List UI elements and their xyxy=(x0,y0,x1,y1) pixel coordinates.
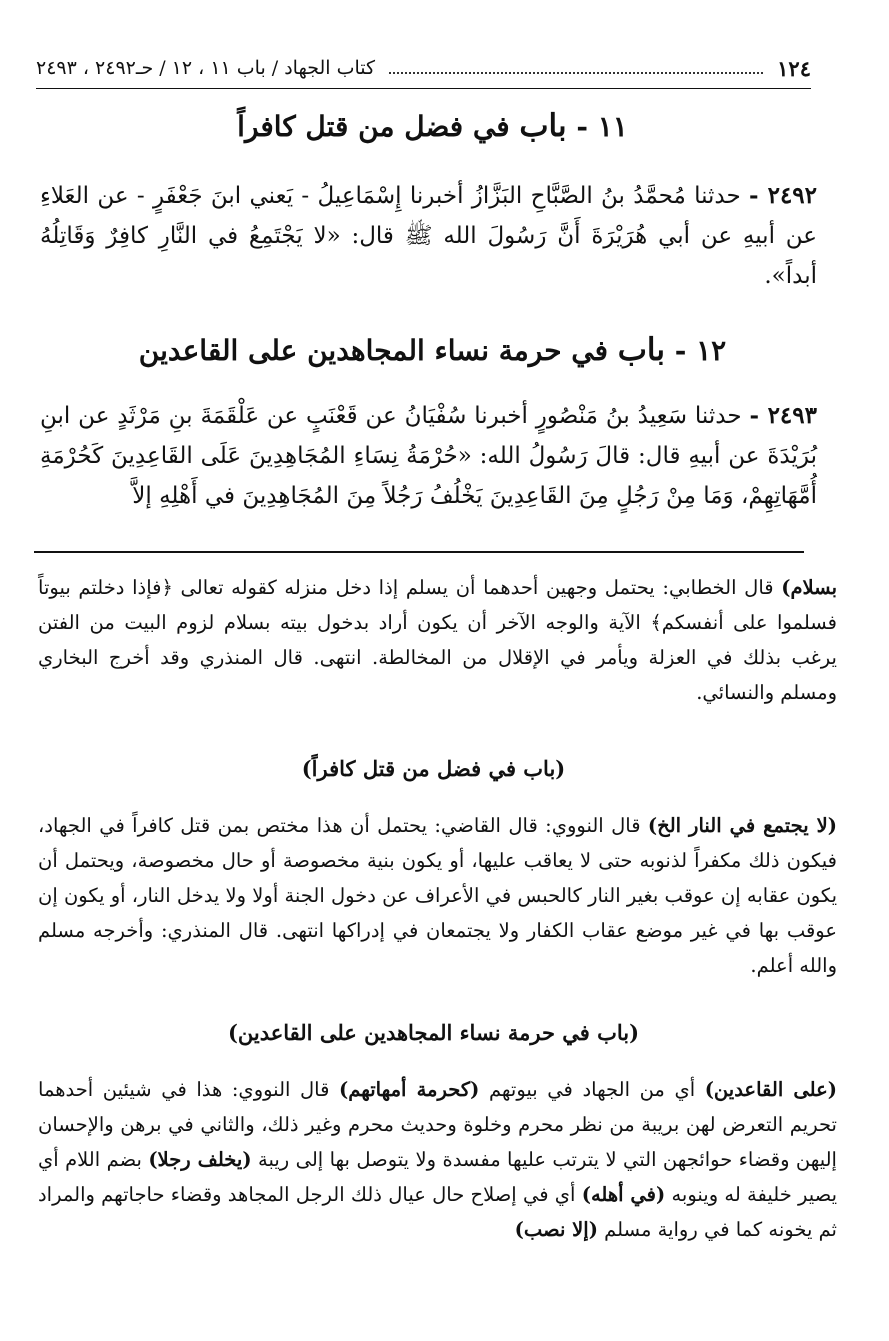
commentary-1-text: قال الخطابي: يحتمل وجهين أحدهما أن يسلم إذا دخل منزله كقوله تعالى ﴿فإذا دخلتم بيوتاً فسلموا على أنفسكم﴾ الآية والوجه الآخر أن يكون أراد بدخول بيته بسلام لزوم البيت من الفتن يرغب بذلك في العزلة ويأمر في الإقلال من المخالطة. انتهى. قال المنذري وقد أخرج البخاري ومسلم والنسائي. xyxy=(38,576,837,704)
commentary-3-part-2: قال النووي: هذا في شيئين أحدهما تحريم التعرض لهن بريبة من نظر محرم وخلوة وحديث محرم وغير ذلك، والثاني في برهن والإحسان إليهن وقضاء حوائجهن التي لا يترتب عليها مفسدة ولا يتوصل بها إلى ريبة xyxy=(38,1078,837,1171)
hadith-2492-number: ٢٤٩٢ - xyxy=(749,182,818,209)
commentary-paragraph-3 xyxy=(38,1072,837,1247)
commentary-3-part-4: أي في إصلاح حال عيال ذلك الرجل المجاهد وقضاء حاجاتهم والمراد ثم يخونه كما في رواية مسلم xyxy=(38,1183,837,1241)
chapter-11-heading xyxy=(36,108,829,144)
commentary-3-keyword-3: (في أهله) xyxy=(581,1183,666,1206)
hadith-2493 xyxy=(40,396,817,516)
chapter-12-title: في حرمة نساء المجاهدين على القاعدين xyxy=(138,334,608,367)
chapter-12-heading xyxy=(36,332,829,368)
chapter-12-number: ١٢ - xyxy=(674,334,727,367)
commentary-3-part-1: أي من الجهاد في بيوتهم xyxy=(488,1078,696,1101)
commentary-subheading-2: (باب في حرمة نساء المجاهدين على القاعدين) xyxy=(227,1020,640,1045)
header-dotted-leader xyxy=(389,62,763,74)
page-header xyxy=(36,48,811,89)
commentary-subheading-1: (باب في فضل من قتل كافراً) xyxy=(301,756,566,781)
hadith-2492-text: حدثنا مُحمَّدُ بنُ الصَّبَّاحِ البَزَّازُ أخبرنا إِسْمَاعِيلُ - يَعني ابنَ جَعْفَرٍ - عن العَلاءِ عن أبيهِ عن أبي هُرَيْرَةَ أَنَّ رَسُولَ الله ﷺ قال: «لا يَجْتَمِعُ في النَّارِ كافِرٌ وَقَاتِلُهُ أبداً». xyxy=(40,183,817,289)
commentary-paragraph-2 xyxy=(38,808,837,983)
page-number: ١٢٤ xyxy=(777,55,811,81)
running-head: كتاب الجهاد / باب ١١ ، ١٢ / حـ٢٤٩٢ ، ٢٤٩٣ xyxy=(36,57,376,79)
commentary-2-text: قال النووي: قال القاضي: يحتمل أن هذا مختص بمن قتل كافراً في الجهاد، فيكون ذلك مكفراً لذنوبه حتى لا يعاقب عليها، أو يكون بنية مخصوصة أو حال مخصوصة، ويحتمل أن يكون عقابه إن عوقب بغير النار كالحبس في الأعراف عن دخول الجنة أولا ولا يدخل النار، أو يكون إن عوقب بها في غير موضع عقاب الكفار ولا يجتمعان في إدراكها انتهى. قال المنذري: وأخرجه مسلم والله أعلم. xyxy=(38,814,837,977)
commentary-3-keyword-1: (كحرمة أمهاتهم) xyxy=(339,1078,480,1101)
commentary-3-lead: (على القاعدين) xyxy=(704,1078,837,1101)
hadith-2493-number: ٢٤٩٣ - xyxy=(749,402,817,429)
footnote-divider xyxy=(34,551,804,553)
commentary-3-keyword-4: (إلا نصب) xyxy=(514,1218,598,1241)
commentary-1-lead: بسلام) xyxy=(781,576,838,599)
commentary-2-lead: (لا يجتمع في النار الخ) xyxy=(647,814,837,837)
chapter-11-bab: باب xyxy=(519,108,567,144)
commentary-3-keyword-2: (يخلف رجلا) xyxy=(148,1148,252,1171)
commentary-paragraph-1 xyxy=(38,570,837,710)
hadith-2493-text: حدثنا سَعِيدُ بنُ مَنْصُورٍ أخبرنا سُفْيَانُ عن قَعْنَبٍ عن عَلْقَمَةَ بنِ مَرْثَدٍ عن ابنِ بُرَيْدَةَ عن أبيهِ قال: قالَ رَسُولُ الله: «حُرْمَةُ نِسَاءِ المُجَاهِدِينَ عَلَى القَاعِدِينَ كَحُرْمَةِ أُمَّهَاتِهِمْ، وَمَا مِنْ رَجُلٍ مِنَ القَاعِدِينَ يَخْلُفُ رَجُلاً مِنَ المُجَاهِدِينَ في أَهْلِهِ إلاَّ xyxy=(40,403,817,509)
chapter-11-title: في فضل من قتل كافراً xyxy=(237,110,510,143)
chapter-12-bab: باب xyxy=(617,332,666,368)
commentary-3-part-3: بضم اللام أي يصير خليفة له وينوبه xyxy=(38,1148,837,1206)
chapter-11-number: ١١ - xyxy=(576,110,628,143)
hadith-2492 xyxy=(40,176,817,296)
